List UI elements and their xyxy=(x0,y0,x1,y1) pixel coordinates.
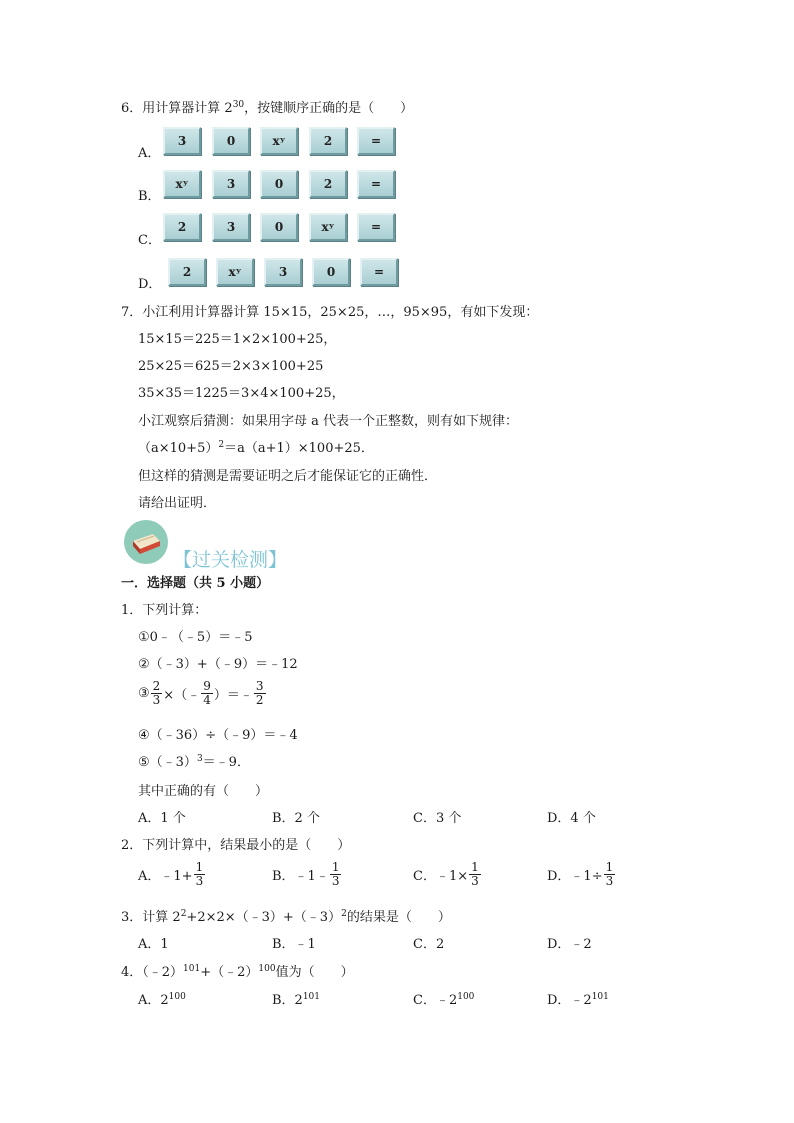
section-title: 【过关检测】 xyxy=(173,549,288,571)
calc-key: 0 xyxy=(212,127,250,155)
p4-option-a xyxy=(138,989,186,1008)
p2-option-a-text: A．﹣1+ xyxy=(138,868,193,884)
q6-stem-text: 6．用计算器计算 2 xyxy=(121,101,233,116)
fraction-denominator: 3 xyxy=(605,873,614,888)
p4-stem-a: 4．（﹣2） xyxy=(121,965,184,980)
q7-formula-exponent: 2 xyxy=(218,440,225,450)
fraction-numerator: 1 xyxy=(195,860,204,874)
p2-option-b-text: B．﹣1﹣ xyxy=(272,868,329,884)
p4-stem-b: +（﹣2） xyxy=(200,965,259,980)
q6-option-c-label: C． xyxy=(138,233,161,248)
q7-line-6: 但这样的猜测是需要证明之后才能保证它的正确性． xyxy=(138,469,438,484)
calc-key-equals: = xyxy=(360,258,398,286)
q6-stem xyxy=(121,97,413,116)
calc-key: 2 xyxy=(309,127,347,155)
q6-option-d-label: D． xyxy=(138,277,162,292)
fraction xyxy=(469,861,481,887)
p1-item-1: ①0﹣（﹣5）＝﹣5 xyxy=(138,630,253,645)
p2-option-a xyxy=(138,861,206,887)
calc-key: 2 xyxy=(163,213,201,241)
p3-stem xyxy=(121,906,451,925)
calc-key-equals: = xyxy=(357,170,395,198)
p1-option-b: B．2 个 xyxy=(272,811,320,826)
calc-key-equals: = xyxy=(357,213,395,241)
calc-key-power: xʸ xyxy=(216,258,254,286)
fraction-denominator: 4 xyxy=(203,692,211,707)
calc-key: 0 xyxy=(312,258,350,286)
calc-key-equals: = xyxy=(357,127,395,155)
q6-stem-tail: ，按键顺序正确的是（ ） xyxy=(244,101,414,116)
calc-key: 0 xyxy=(260,213,298,241)
calc-key-power: xʸ xyxy=(163,170,201,198)
p1-item-5-tail: ＝﹣9． xyxy=(202,755,250,770)
p2-stem: 2．下列计算中，结果最小的是（ ） xyxy=(121,838,351,853)
q7-line-4: 小江观察后猜测：如果用字母 a 代表一个正整数，则有如下规律： xyxy=(138,414,519,429)
p3-option-a: A．1 xyxy=(138,937,169,952)
fraction-numerator: 3 xyxy=(255,679,264,693)
fraction-numerator: 1 xyxy=(605,860,614,874)
fraction xyxy=(330,861,342,887)
fraction xyxy=(604,861,616,887)
p4-option-d xyxy=(547,989,609,1008)
calc-key: 0 xyxy=(260,170,298,198)
p3-stem-c: 的结果是（ ） xyxy=(346,910,451,925)
fraction-denominator: 3 xyxy=(331,873,340,888)
p4-option-d-exponent: 101 xyxy=(591,992,609,1002)
q7-line-3: 35×35＝1225＝3×4×100+25， xyxy=(138,386,345,401)
p1-item-2: ②（﹣3）+（﹣9）＝﹣12 xyxy=(138,657,298,672)
q7-line-1: 15×15＝225＝1×2×100+25， xyxy=(138,332,337,347)
p1-option-c: C．3 个 xyxy=(413,811,462,826)
p1-item-3-mid: ×（﹣ xyxy=(163,687,201,703)
fraction-numerator: 9 xyxy=(203,679,211,693)
p1-item-5 xyxy=(138,751,250,770)
p4-option-a-text: A．2 xyxy=(138,993,169,1008)
p4-exponent-2: 100 xyxy=(258,964,276,974)
section-heading: 一．选择题（共 5 小题） xyxy=(121,576,270,591)
q7-stem: 7．小江利用计算器计算 15×15，25×25，…，95×95，有如下发现： xyxy=(121,305,539,320)
calc-key-power: xʸ xyxy=(309,213,347,241)
q7-line-7: 请给出证明． xyxy=(138,496,217,511)
calc-key: 2 xyxy=(168,258,206,286)
calc-key: 3 xyxy=(264,258,302,286)
p1-item-5-text: ⑤（﹣3） xyxy=(138,755,197,770)
fraction-numerator: 2 xyxy=(152,679,161,693)
p4-stem-c: 值为（ ） xyxy=(275,965,354,980)
calc-key: 3 xyxy=(212,213,250,241)
fraction xyxy=(254,680,266,706)
p4-option-c-exponent: 100 xyxy=(457,992,475,1002)
p2-option-c-text: C．﹣1× xyxy=(413,868,469,884)
q6-exponent: 30 xyxy=(232,100,245,110)
fraction-numerator: 1 xyxy=(471,860,479,874)
fraction xyxy=(151,680,163,706)
p1-item-3-post: ）＝﹣ xyxy=(213,687,253,703)
p4-option-d-text: D．﹣2 xyxy=(547,993,592,1008)
p3-stem-a: 3．计算 2 xyxy=(121,910,181,925)
p1-item-3-marker: ③ xyxy=(138,685,150,701)
p2-option-d xyxy=(547,861,616,887)
q6-option-b-label: B． xyxy=(138,189,161,204)
q6-option-a-label: A． xyxy=(138,146,161,161)
p1-item-5-exponent: 3 xyxy=(196,754,203,764)
fraction xyxy=(194,861,206,887)
p2-option-d-text: D．﹣1÷ xyxy=(547,868,603,884)
p1-stem: 1．下列计算： xyxy=(121,603,208,618)
p3-exponent-1: 2 xyxy=(180,909,187,919)
q7-line-2: 25×25＝625＝2×3×100+25 xyxy=(138,359,324,374)
p4-stem xyxy=(121,961,354,980)
p4-option-b-exponent: 101 xyxy=(302,992,321,1002)
calc-key: 3 xyxy=(163,127,201,155)
p4-option-b xyxy=(272,989,320,1008)
fraction-denominator: 3 xyxy=(195,873,204,888)
calc-key: 3 xyxy=(212,170,250,198)
book-icon xyxy=(123,519,169,565)
p2-option-b xyxy=(272,861,342,887)
fraction-numerator: 1 xyxy=(331,860,340,874)
q7-formula-left: （a×10+5） xyxy=(138,441,219,456)
q7-formula-right: ＝a（a+1）×100+25． xyxy=(224,441,374,456)
q7-formula xyxy=(138,437,374,456)
p3-option-b: B．﹣1 xyxy=(272,937,316,952)
p4-option-b-text: B．2 xyxy=(272,993,303,1008)
p3-exponent-2: 2 xyxy=(341,909,347,919)
p2-option-c xyxy=(413,861,482,887)
calc-key: 2 xyxy=(309,170,347,198)
p4-option-c-text: C．﹣2 xyxy=(413,993,458,1008)
p1-option-d: D．4 个 xyxy=(547,811,596,826)
p3-option-c: C．2 xyxy=(413,937,445,952)
fraction xyxy=(201,680,213,706)
p3-option-d: D．﹣2 xyxy=(547,937,592,952)
p1-ask: 其中正确的有（ ） xyxy=(138,784,269,799)
p1-item-3 xyxy=(138,680,267,706)
p4-exponent-1: 101 xyxy=(183,964,201,974)
p4-option-a-exponent: 100 xyxy=(168,992,186,1002)
p1-option-a: A．1 个 xyxy=(138,811,186,826)
p1-item-4: ④（﹣36）÷（﹣9）＝﹣4 xyxy=(138,728,298,743)
fraction-denominator: 3 xyxy=(152,692,161,707)
fraction-denominator: 2 xyxy=(255,692,264,707)
calc-key-power: xʸ xyxy=(260,127,298,155)
p4-option-c xyxy=(413,989,474,1008)
p3-stem-b: +2×2×（﹣3）+（﹣3） xyxy=(186,910,342,925)
fraction-denominator: 3 xyxy=(471,873,479,888)
